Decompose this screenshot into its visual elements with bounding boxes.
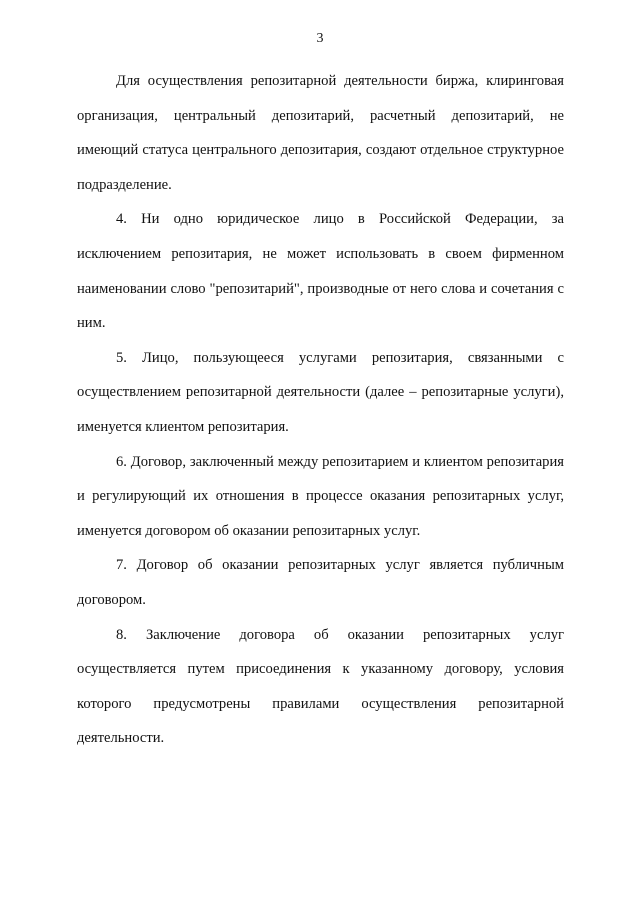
paragraph-intro: Для осуществления репозитарной деятельности биржа, клиринговая организация, центральный депозитарий, расчетный депозитарий, не имеющий статуса центрального депозитария, создают отдельное структурное подразделение. bbox=[77, 73, 564, 193]
paragraph-7: 7. Договор об оказании репозитарных услуг является публичным договором. bbox=[77, 557, 564, 608]
document-body bbox=[77, 64, 564, 756]
paragraph-8: 8. Заключение договора об оказании репозитарных услуг осуществляется путем присоединения к указанному договору, условия которого предусмотрены правилами осуществления репозитарной деятельности. bbox=[77, 626, 564, 747]
page-number: 3 bbox=[316, 31, 324, 46]
paragraph-4: 4. Ни одно юридическое лицо в Российской Федерации, за исключением репозитария, не может использовать в своем фирменном наименовании слово "репозитарий", производные от него слова и сочетания с ним. bbox=[77, 211, 564, 332]
paragraph-6: 6. Договор, заключенный между репозитарием и клиентом репозитария и регулирующий их отношения в процессе оказания репозитарных услуг, именуется договором об оказании репозитарных услуг. bbox=[77, 453, 564, 539]
paragraph-5: 5. Лицо, пользующееся услугами репозитария, связанными с осуществлением репозитарной деятельности (далее – репозитарные услуги), именуется клиентом репозитария. bbox=[77, 349, 564, 435]
